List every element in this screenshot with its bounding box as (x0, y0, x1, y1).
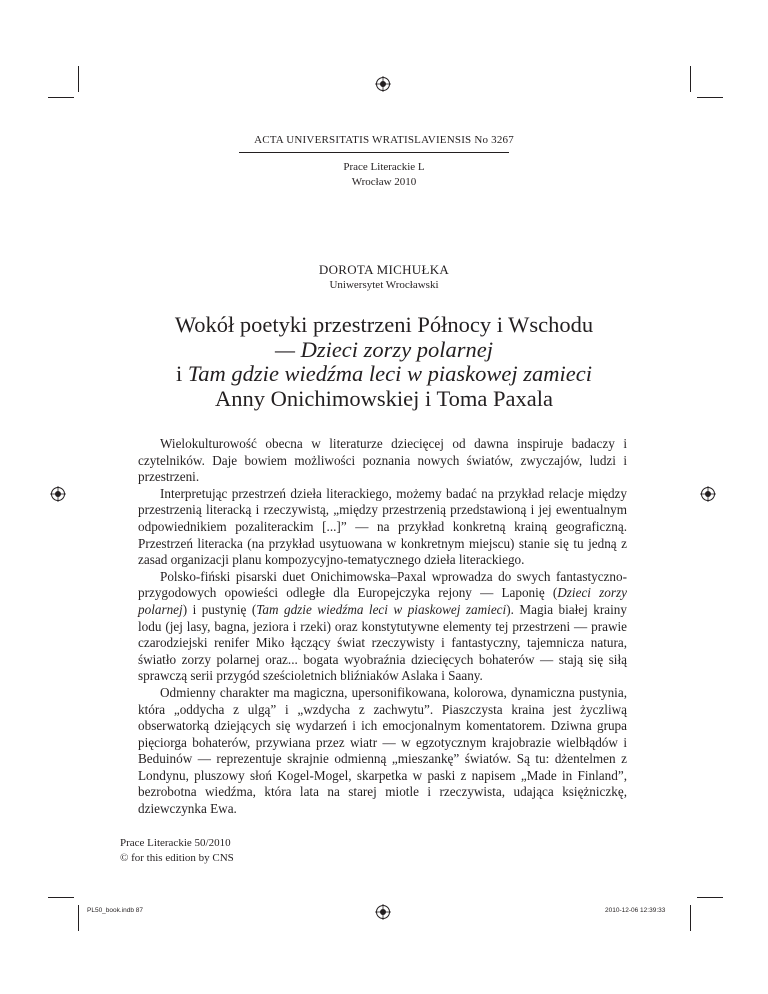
crop-mark (48, 897, 74, 898)
title-line (0, 338, 768, 363)
crop-mark (690, 905, 691, 931)
crop-mark (78, 66, 79, 92)
paragraph: Wielokulturowość obecna w literaturze dziecięcej od dawna inspiruje badaczy i czytelników. Daje bowiem możliwości poznania nowych światów, zwyczajów, ludzi i przestrzeni. (138, 436, 627, 485)
title-line: Wokół poetyki przestrzeni Północy i Wschodu (174, 312, 594, 337)
registration-mark-icon (50, 486, 66, 502)
place-year: Wrocław 2010 (351, 176, 417, 188)
book-title: Dzieci zorzy polarnej (138, 585, 627, 617)
title-italic: — Dzieci zorzy polarnej (274, 336, 494, 362)
article-body (138, 436, 627, 818)
paragraph: Interpretując przestrzeń dzieła literackiego, możemy badać na przykład relacje między przestrzenią literacką i rzeczywistą, „między przestrzenią przedstawioną i jej ewentualnym odpowiednikiem pozaliterackim [...]” — na przykład konkretną krainą geograficzną. Przestrzeń literacka (na przykład usytuowana w konkretnym miejscu) stanie się tu jedną z zasad organizacji planu kompozycyjno-tematycznego dzieła literackiego. (138, 485, 627, 568)
registration-mark-icon (700, 486, 716, 502)
journal-name: Prace Literackie L (343, 161, 425, 173)
journal-info (0, 160, 768, 190)
author-name: DOROTA MICHUŁKA (318, 262, 450, 277)
crop-mark (690, 66, 691, 92)
slug-timestamp: 2010-12-06 12:39:33 (605, 907, 666, 914)
title-line: i Tam gdzie wiedźma leci w piaskowej zamieci (175, 361, 593, 386)
slug-file: PL50_book.indb 87 (87, 907, 144, 914)
copyright-note (120, 836, 234, 865)
header-rule (239, 152, 509, 153)
book-title: Tam gdzie wiedźma leci w piaskowej zamieci (256, 601, 507, 617)
author-affiliation: Uniwersytet Wrocławski (329, 279, 439, 291)
crop-mark (697, 97, 723, 98)
crop-mark (697, 897, 723, 898)
title-line: Anny Onichimowskiej i Toma Paxala (215, 385, 553, 411)
journal-issue: Prace Literackie 50/2010 (120, 837, 231, 849)
series-title: ACTA UNIVERSITATIS WRATISLAVIENSIS No 3267 (254, 134, 514, 146)
registration-mark-icon (375, 76, 391, 92)
article-title (0, 313, 768, 411)
crop-mark (78, 905, 79, 931)
paragraph: Polsko-fiński pisarski duet Onichimowska–Paxal wprowadza do swych fantastyczno-przygodowych opowieści odległe dla Europejczyka rejony — Laponię (Dzieci zorzy polarnej) i pustynię (Tam gdzie wiedźma leci w piaskowej zamieci). Magia białej krainy lodu (jej lasy, bagna, jeziora i rzeki) oraz konstytutywne elementy tej przestrzeni — prawie czarodziejski renifer Miko łączący świat rzeczywisty i fantastyczny, tajemnicza natura, światło zorzy polarnej oraz... bogata wyobraźnia dziecięcych bohaterów — stają się siłą sprawczą serii przygód sześcioletnich bliźniaków Aslaka i Saany. (138, 568, 627, 684)
title-italic: Tam gdzie wiedźma leci w piaskowej zamieci (187, 361, 593, 386)
crop-mark (48, 97, 74, 98)
paragraph: Odmienny charakter ma magiczna, upersonifikowana, kolorowa, dynamiczna pustynia, która „oddycha z ulgą” i „wzdycha z zachwytu”. Piaszczysta kraina jest życzliwą obserwatorką dziejących się wydarzeń i ich emocjonalnym komentatorem. Dziwna grupa pięciorga bohaterów, przywiana przez wiatr — w egzotycznym krajobrazie wielbłądów i Beduinów — reprezentuje skrajnie odmienną „mieszankę” światów. Są tu: dżentelmen z Londynu, pluszowy słoń Kogel-Mogel, skarpetka w paski z napisem „Made in Finland”, bezrobotna wiedźma, która lata na starej miotle i rzeczywista, udająca księżniczkę, dziewczynka Ewa. (138, 684, 627, 817)
registration-mark-icon (375, 904, 391, 920)
copyright-line: © for this edition by CNS (120, 851, 234, 864)
